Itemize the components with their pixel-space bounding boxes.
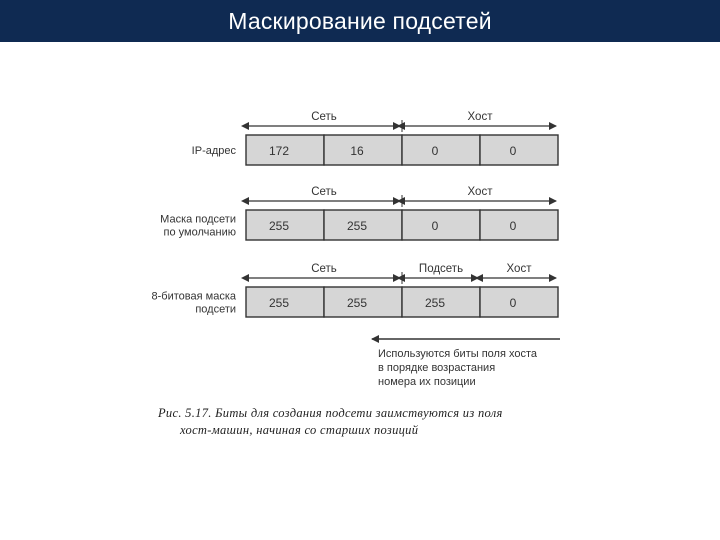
span-label: Сеть: [311, 111, 337, 123]
span-label: Хост: [506, 263, 532, 275]
figure-caption: [158, 405, 578, 439]
row-label: подсети: [195, 303, 236, 316]
octet-value: 255: [346, 296, 368, 310]
span-label: Сеть: [311, 263, 337, 275]
note-line-1: Используются биты поля хоста: [378, 348, 537, 360]
caption-line-2: хост-машин, начиная со старших позиций: [180, 423, 419, 437]
span-label: Хост: [467, 186, 493, 198]
octet-value: 255: [268, 296, 290, 310]
row-label: Маска подсети: [160, 213, 236, 226]
octet-value: 16: [350, 144, 364, 158]
subnet-mask-diagram: [140, 95, 580, 455]
octet-value: 255: [268, 219, 290, 233]
note-arrow-group: [372, 339, 560, 388]
slide-title-bar: [0, 0, 720, 42]
octet-cell: [480, 210, 558, 240]
note-line-2: в порядке возрастания: [378, 362, 496, 374]
octet-value: 0: [509, 144, 517, 158]
octet-value: 255: [346, 219, 368, 233]
row-label: IP-адрес: [191, 145, 236, 157]
octet-value: 0: [431, 219, 439, 233]
octet-value: 255: [424, 296, 446, 310]
octet-cell: [480, 287, 558, 317]
octet-cell: [402, 135, 480, 165]
octet-value: 0: [509, 296, 517, 310]
octet-value: 172: [268, 144, 290, 158]
span-label: Подсеть: [418, 263, 464, 275]
span-label: Хост: [467, 111, 493, 123]
octet-cell: [402, 210, 480, 240]
row-label: 8-битовая маска: [151, 290, 236, 303]
rows-layer: [152, 111, 558, 317]
row-label: по умолчанию: [163, 226, 236, 239]
note-line-3: номера их позиции: [378, 376, 476, 388]
octet-cell: [480, 135, 558, 165]
caption-line-1: Рис. 5.17. Биты для создания подсети заимствуются из поля: [158, 406, 503, 420]
octet-value: 0: [431, 144, 439, 158]
octet-value: 0: [509, 219, 517, 233]
slide-title: Маскирование подсетей: [228, 7, 492, 34]
span-label: Сеть: [311, 186, 337, 198]
